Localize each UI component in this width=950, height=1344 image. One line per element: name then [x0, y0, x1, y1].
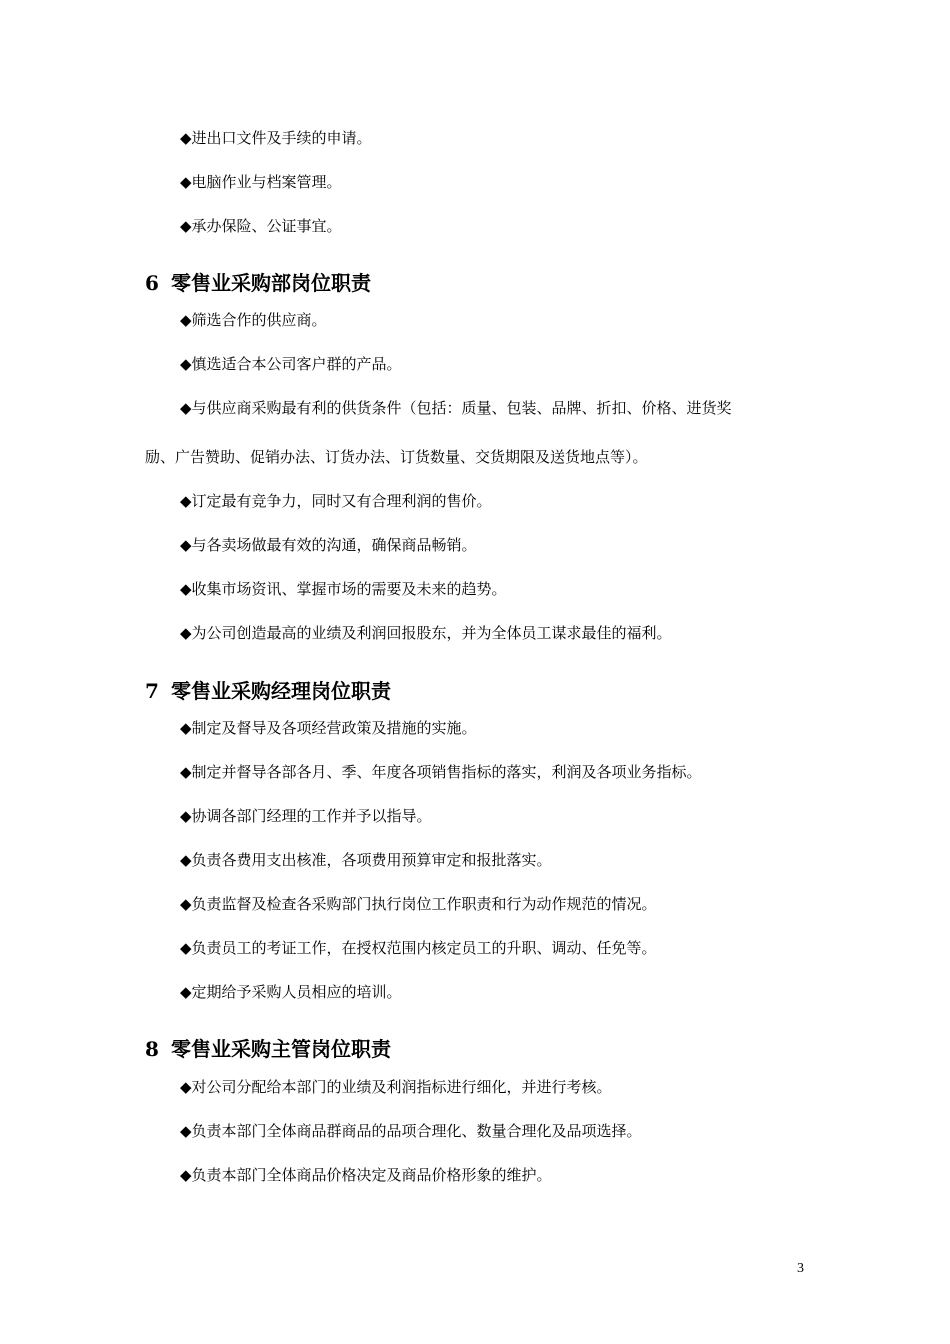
section-number: 8 [145, 1037, 159, 1061]
list-item: ◆收集市场资讯、掌握市场的需要及未来的趋势。 [180, 580, 507, 598]
list-item: ◆与各卖场做最有效的沟通，确保商品畅销。 [180, 536, 477, 554]
list-item: ◆电脑作业与档案管理。 [180, 173, 342, 191]
list-item: ◆订定最有竞争力，同时又有合理利润的售价。 [180, 492, 492, 510]
list-item-continuation: 励、广告赞助、促销办法、订货办法、订货数量、交货期限及送货地点等）。 [145, 448, 648, 466]
list-item: ◆负责监督及检查各采购部门执行岗位工作职责和行为动作规范的情况。 [180, 895, 657, 913]
list-item: ◆与供应商采购最有利的供货条件（包括：质量、包装、品牌、折扣、价格、进货奖 [180, 399, 732, 417]
section-heading [145, 270, 371, 296]
section-number: 7 [145, 679, 159, 703]
section-heading [145, 678, 391, 704]
section-heading [145, 1036, 391, 1062]
section-number: 6 [145, 271, 159, 295]
list-item: ◆负责员工的考证工作，在授权范围内核定员工的升职、调动、任免等。 [180, 939, 657, 957]
list-item: ◆负责本部门全体商品群商品的品项合理化、数量合理化及品项选择。 [180, 1122, 642, 1140]
list-item: ◆筛选合作的供应商。 [180, 311, 327, 329]
list-item: ◆慎选适合本公司客户群的产品。 [180, 355, 402, 373]
list-item: ◆对公司分配给本部门的业绩及利润指标进行细化，并进行考核。 [180, 1078, 612, 1096]
list-item: ◆制定及督导及各项经营政策及措施的实施。 [180, 719, 477, 737]
section-title: 零售业采购部岗位职责 [171, 271, 371, 295]
list-item: ◆定期给予采购人员相应的培训。 [180, 983, 402, 1001]
list-item: ◆负责各费用支出核准，各项费用预算审定和报批落实。 [180, 851, 552, 869]
list-item: ◆协调各部门经理的工作并予以指导。 [180, 807, 432, 825]
section-title: 零售业采购主管岗位职责 [171, 1037, 391, 1061]
list-item: ◆制定并督导各部各月、季、年度各项销售指标的落实，利润及各项业务指标。 [180, 763, 702, 781]
list-item: ◆负责本部门全体商品价格决定及商品价格形象的维护。 [180, 1166, 552, 1184]
section-title: 零售业采购经理岗位职责 [171, 679, 391, 703]
list-item: ◆为公司创造最高的业绩及利润回报股东，并为全体员工谋求最佳的福利。 [180, 624, 672, 642]
page-number: 3 [797, 1261, 804, 1276]
list-item: ◆进出口文件及手续的申请。 [180, 129, 372, 147]
list-item: ◆承办保险、公证事宜。 [180, 217, 342, 235]
